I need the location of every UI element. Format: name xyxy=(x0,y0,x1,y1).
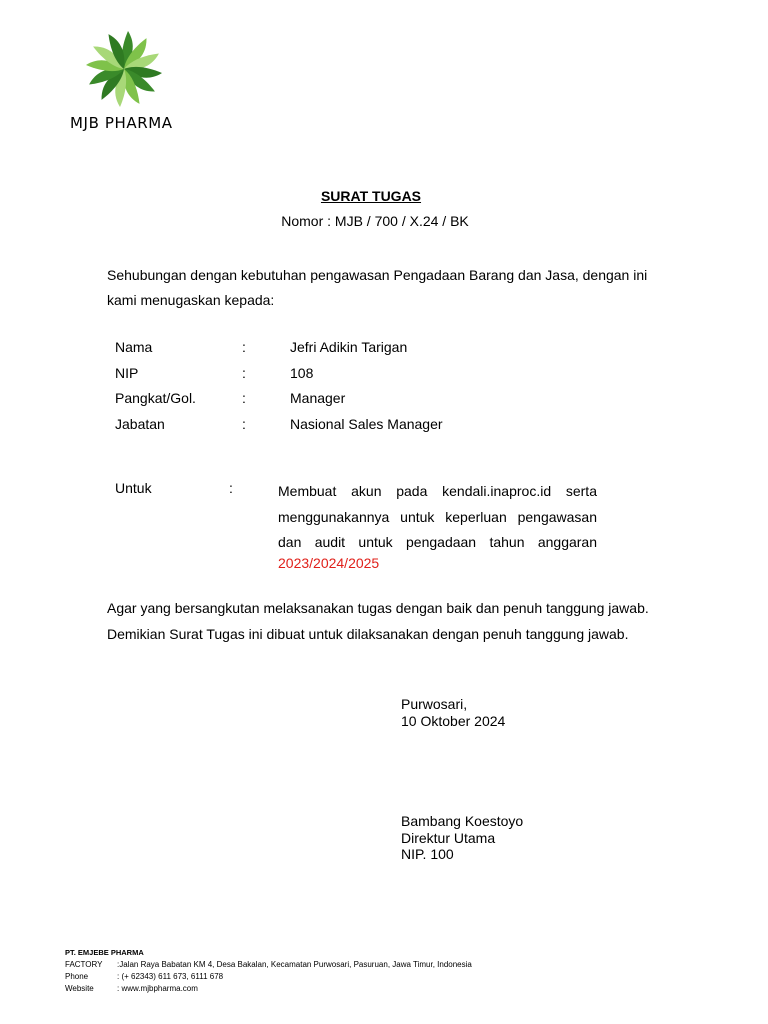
signer-nip: NIP. 100 xyxy=(401,846,454,862)
field-colon: : xyxy=(242,339,246,355)
date: 10 Oktober 2024 xyxy=(401,712,506,729)
task-label: Untuk xyxy=(115,480,152,496)
footer-value: : www.mjbpharma.com xyxy=(117,984,198,993)
letter-footer xyxy=(65,947,472,995)
field-label-pangkat: Pangkat/Gol. xyxy=(115,390,196,406)
task-line: menggunakannya untuk keperluan pengawasan xyxy=(278,508,597,525)
footer-key: Website xyxy=(65,984,94,993)
letter-number: Nomor : MJB / 700 / X.24 / BK xyxy=(281,213,469,229)
task-budget-years: 2023/2024/2025 xyxy=(278,555,380,571)
signature-block xyxy=(401,813,523,863)
task-line: Membuat akun pada kendali.inaproc.id serta xyxy=(278,483,597,499)
footer-row-factory xyxy=(65,959,472,971)
place: Purwosari, xyxy=(401,696,468,712)
footer-key: Phone xyxy=(65,972,89,981)
closing-paragraph xyxy=(107,595,707,647)
task-colon: : xyxy=(229,480,233,496)
closing-line: Demikian Surat Tugas ini dibuat untuk dilaksanakan dengan penuh tanggung jawab. xyxy=(107,626,629,642)
intro-paragraph: Sehubungan dengan kebutuhan pengawasan Pengadaan Barang dan Jasa, dengan ini kami menugaskan kepada: xyxy=(107,267,648,308)
footer-row-website xyxy=(65,983,472,995)
footer-value: :Jalan Raya Babatan KM 4, Desa Bakalan, Kecamatan Purwosari, Pasuruan, Jawa Timur, Indonesia xyxy=(117,960,472,969)
field-label-nama: Nama xyxy=(115,339,153,355)
closing-line: Agar yang bersangkutan melaksanakan tugas dengan baik dan penuh tanggung jawab. xyxy=(107,600,649,616)
field-colon: : xyxy=(242,390,246,406)
signer-name: Bambang Koestoyo xyxy=(401,813,524,829)
footer-company: PT. EMJEBE PHARMA xyxy=(65,948,144,957)
field-colon: : xyxy=(242,416,246,432)
field-value-pangkat: Manager xyxy=(290,390,346,406)
company-logo xyxy=(66,28,186,138)
field-label-jabatan: Jabatan xyxy=(115,416,165,432)
logo-text: MJB PHARMA xyxy=(70,114,173,132)
footer-row-phone xyxy=(65,971,472,983)
field-value-nama: Jefri Adikin Tarigan xyxy=(290,339,408,355)
task-line: dan audit untuk pengadaan tahun anggaran xyxy=(278,534,597,550)
letter-title: SURAT TUGAS xyxy=(320,188,422,204)
field-value-nip: 108 xyxy=(290,365,314,381)
signer-position: Direktur Utama xyxy=(401,829,496,846)
footer-value: : (+ 62343) 611 673, 6111 678 xyxy=(117,972,224,981)
field-colon: : xyxy=(242,365,246,381)
leaf-burst-icon xyxy=(84,28,164,110)
task-description xyxy=(278,479,597,556)
footer-key: FACTORY xyxy=(65,960,103,969)
field-label-nip: NIP xyxy=(115,365,139,381)
field-value-jabatan: Nasional Sales Manager xyxy=(290,416,443,432)
place-date-block xyxy=(401,696,505,729)
